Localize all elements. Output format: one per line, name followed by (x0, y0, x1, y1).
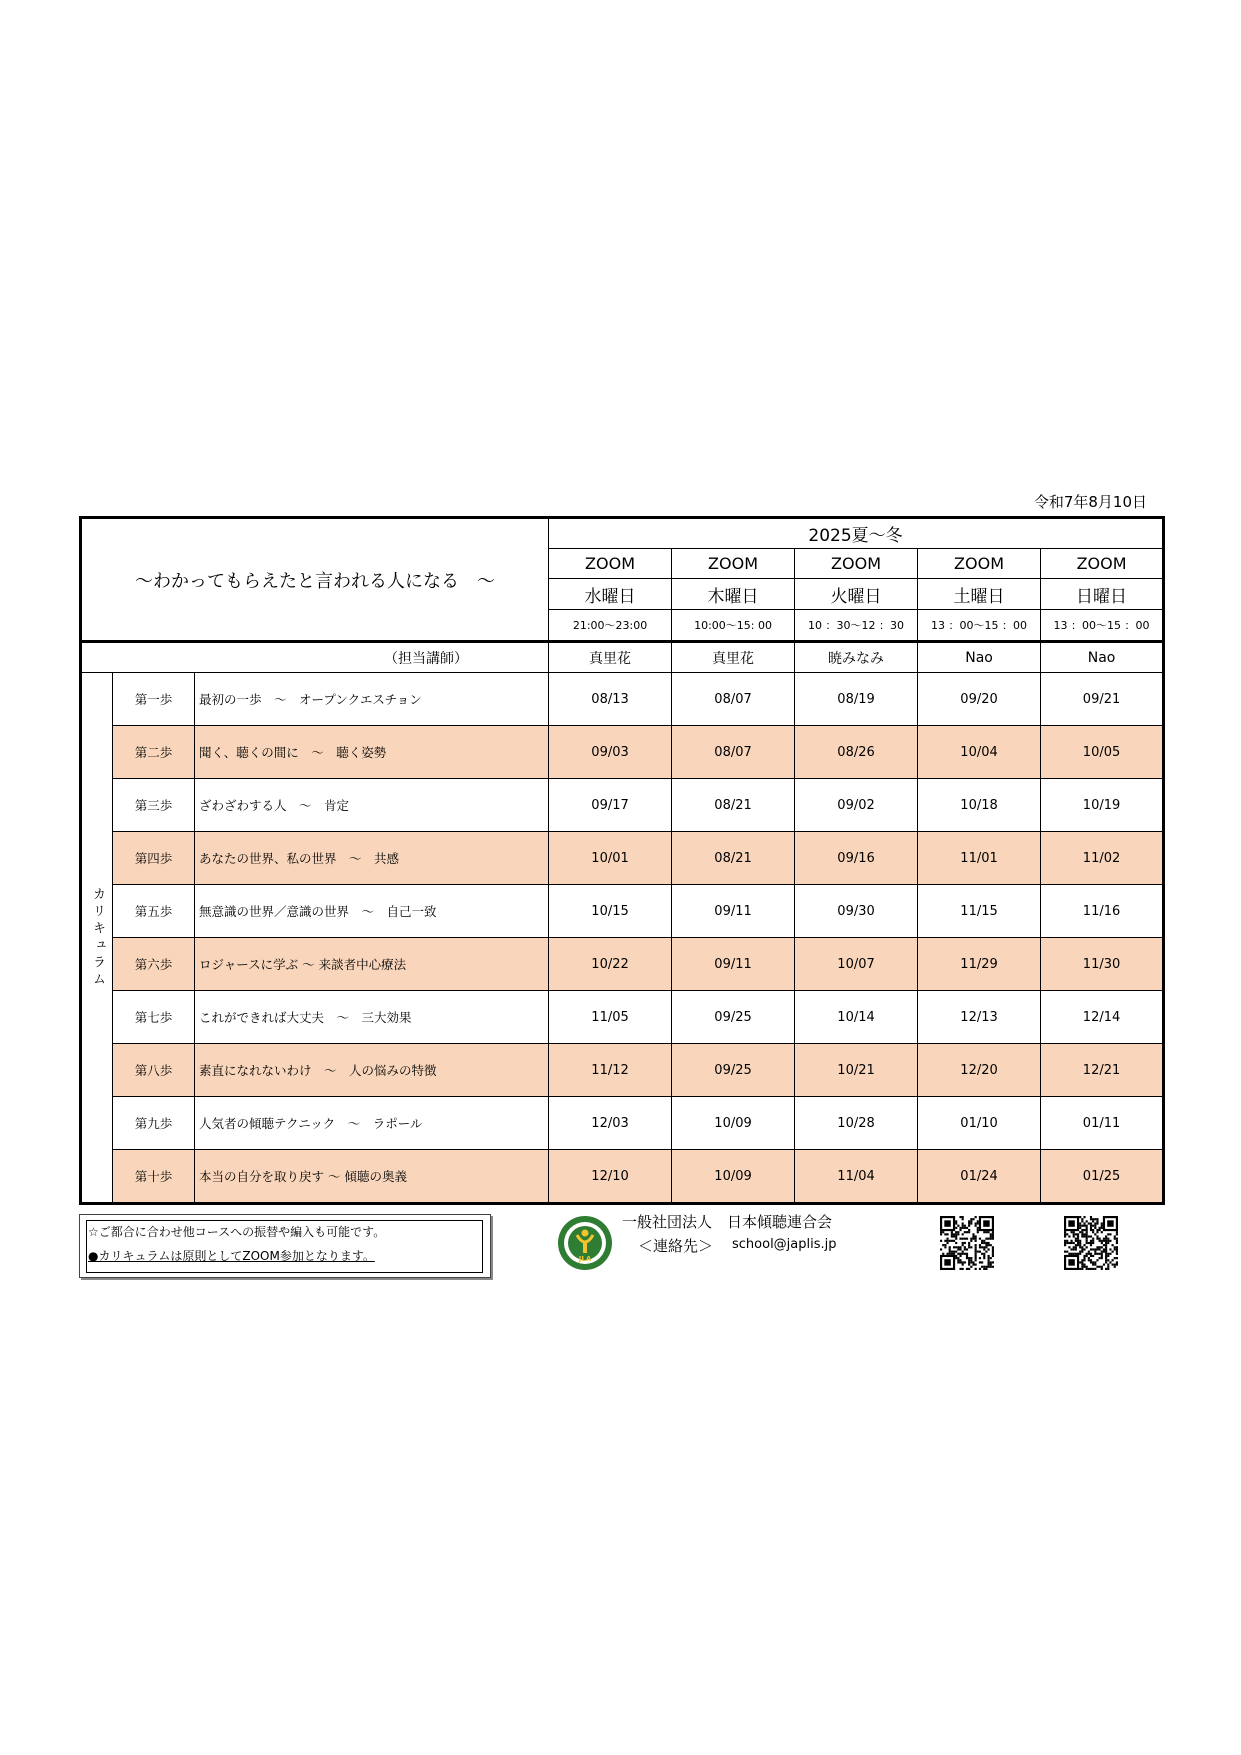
teacher-row (81, 642, 1164, 673)
season-header: 2025夏～冬 (549, 518, 1164, 549)
issue-date: 令和7年8月10日 (1033, 493, 1147, 511)
session-date: 10/28 (795, 1097, 918, 1150)
step-number: 第八歩 (113, 1044, 195, 1097)
table-row (81, 1044, 1164, 1097)
session-date: 09/11 (672, 885, 795, 938)
time-range: 13 ：00～15 ：00 (1041, 610, 1164, 642)
qr-code-icon[interactable] (940, 1216, 994, 1270)
zoom-label: ZOOM (918, 549, 1041, 579)
session-date: 01/10 (918, 1097, 1041, 1150)
lesson-title: 無意識の世界／意識の世界 ～ 自己一致 (195, 885, 549, 938)
session-date: 12/10 (549, 1150, 672, 1204)
lesson-title: 本当の自分を取り戻す ～ 傾聴の奥義 (195, 1150, 549, 1204)
session-date: 09/25 (672, 1044, 795, 1097)
session-date: 10/22 (549, 938, 672, 991)
time-range: 10:00～15: 00 (672, 610, 795, 642)
time-range: 21:00～23:00 (549, 610, 672, 642)
session-date: 01/25 (1041, 1150, 1164, 1204)
schedule-table (79, 516, 1165, 1205)
step-number: 第三歩 (113, 779, 195, 832)
session-date: 11/30 (1041, 938, 1164, 991)
org-name: 一般社団法人 日本傾聴連合会 (622, 1213, 833, 1231)
lesson-title: 最初の一歩 ～ オープンクエスチョン (195, 673, 549, 726)
session-date: 11/02 (1041, 832, 1164, 885)
session-date: 11/16 (1041, 885, 1164, 938)
time-range: 13 ：00～15 ：00 (918, 610, 1041, 642)
session-date: 10/19 (1041, 779, 1164, 832)
session-date: 09/02 (795, 779, 918, 832)
session-date: 09/11 (672, 938, 795, 991)
step-number: 第二歩 (113, 726, 195, 779)
teacher-name: 真里花 (549, 642, 672, 673)
session-date: 08/21 (672, 779, 795, 832)
step-number: 第十歩 (113, 1150, 195, 1204)
contact-label: ＜連絡先＞ (638, 1237, 714, 1255)
weekday-header: 土曜日 (918, 579, 1041, 610)
zoom-label: ZOOM (795, 549, 918, 579)
step-number: 第六歩 (113, 938, 195, 991)
step-number: 第一歩 (113, 673, 195, 726)
teacher-name: Nao (918, 642, 1041, 673)
teacher-label: （担当講師） (81, 642, 549, 673)
notes-box (79, 1214, 491, 1278)
table-row (81, 726, 1164, 779)
course-title: ～わかってもらえたと言われる人になる ～ (81, 518, 549, 642)
step-number: 第七歩 (113, 991, 195, 1044)
logo-text: JLA (578, 1255, 592, 1263)
table-row (81, 1097, 1164, 1150)
lesson-title: これができれば大丈夫 ～ 三大効果 (195, 991, 549, 1044)
session-date: 10/09 (672, 1150, 795, 1204)
session-date: 11/29 (918, 938, 1041, 991)
qr-code-icon[interactable] (1064, 1216, 1118, 1270)
session-date: 09/16 (795, 832, 918, 885)
table-row (81, 779, 1164, 832)
session-date: 10/21 (795, 1044, 918, 1097)
session-date: 10/14 (795, 991, 918, 1044)
table-row (81, 1150, 1164, 1204)
session-date: 11/12 (549, 1044, 672, 1097)
session-date: 08/13 (549, 673, 672, 726)
session-date: 09/21 (1041, 673, 1164, 726)
session-date: 10/18 (918, 779, 1041, 832)
session-date: 10/04 (918, 726, 1041, 779)
zoom-label: ZOOM (549, 549, 672, 579)
weekday-header: 日曜日 (1041, 579, 1164, 610)
session-date: 08/19 (795, 673, 918, 726)
lesson-title: ざわざわする人 ～ 肯定 (195, 779, 549, 832)
table-row (81, 938, 1164, 991)
session-date: 01/11 (1041, 1097, 1164, 1150)
session-date: 11/05 (549, 991, 672, 1044)
table-row (81, 832, 1164, 885)
session-date: 10/05 (1041, 726, 1164, 779)
note-zoom: ●カリキュラムは原則としてZOOM参加となります。 (88, 1249, 375, 1263)
session-date: 12/20 (918, 1044, 1041, 1097)
teacher-name: 真里花 (672, 642, 795, 673)
lesson-title: あなたの世界、私の世界 ～ 共感 (195, 832, 549, 885)
session-date: 11/01 (918, 832, 1041, 885)
session-date: 01/24 (918, 1150, 1041, 1204)
zoom-label: ZOOM (1041, 549, 1164, 579)
session-date: 08/07 (672, 673, 795, 726)
table-row (81, 991, 1164, 1044)
session-date: 12/13 (918, 991, 1041, 1044)
lesson-title: 聞く、聴くの間に ～ 聴く姿勢 (195, 726, 549, 779)
table-row (81, 885, 1164, 938)
curriculum-label: カリキュラム (81, 673, 113, 1204)
session-date: 09/20 (918, 673, 1041, 726)
lesson-title: 素直になれないわけ ～ 人の悩みの特徴 (195, 1044, 549, 1097)
time-range: 10 ：30～12 ：30 (795, 610, 918, 642)
session-date: 10/01 (549, 832, 672, 885)
contact-email[interactable]: school@japlis.jp (732, 1237, 837, 1252)
table-row (81, 673, 1164, 726)
weekday-header: 火曜日 (795, 579, 918, 610)
session-date: 08/26 (795, 726, 918, 779)
step-number: 第四歩 (113, 832, 195, 885)
note-transfer: ☆ご都合に合わせ他コースへの振替や編入も可能です。 (88, 1225, 386, 1239)
zoom-label: ZOOM (672, 549, 795, 579)
lesson-title: ロジャースに学ぶ ～ 来談者中心療法 (195, 938, 549, 991)
session-date: 12/21 (1041, 1044, 1164, 1097)
session-date: 12/14 (1041, 991, 1164, 1044)
lesson-title: 人気者の傾聴テクニック ～ ラポール (195, 1097, 549, 1150)
session-date: 08/21 (672, 832, 795, 885)
teacher-name: Nao (1041, 642, 1164, 673)
session-date: 10/15 (549, 885, 672, 938)
step-number: 第五歩 (113, 885, 195, 938)
step-number: 第九歩 (113, 1097, 195, 1150)
session-date: 11/15 (918, 885, 1041, 938)
teacher-name: 暁みなみ (795, 642, 918, 673)
org-logo-icon (557, 1215, 613, 1271)
session-date: 09/30 (795, 885, 918, 938)
weekday-header: 木曜日 (672, 579, 795, 610)
session-date: 12/03 (549, 1097, 672, 1150)
session-date: 08/07 (672, 726, 795, 779)
session-date: 11/04 (795, 1150, 918, 1204)
session-date: 09/25 (672, 991, 795, 1044)
weekday-header: 水曜日 (549, 579, 672, 610)
session-date: 09/17 (549, 779, 672, 832)
session-date: 10/07 (795, 938, 918, 991)
session-date: 09/03 (549, 726, 672, 779)
session-date: 10/09 (672, 1097, 795, 1150)
